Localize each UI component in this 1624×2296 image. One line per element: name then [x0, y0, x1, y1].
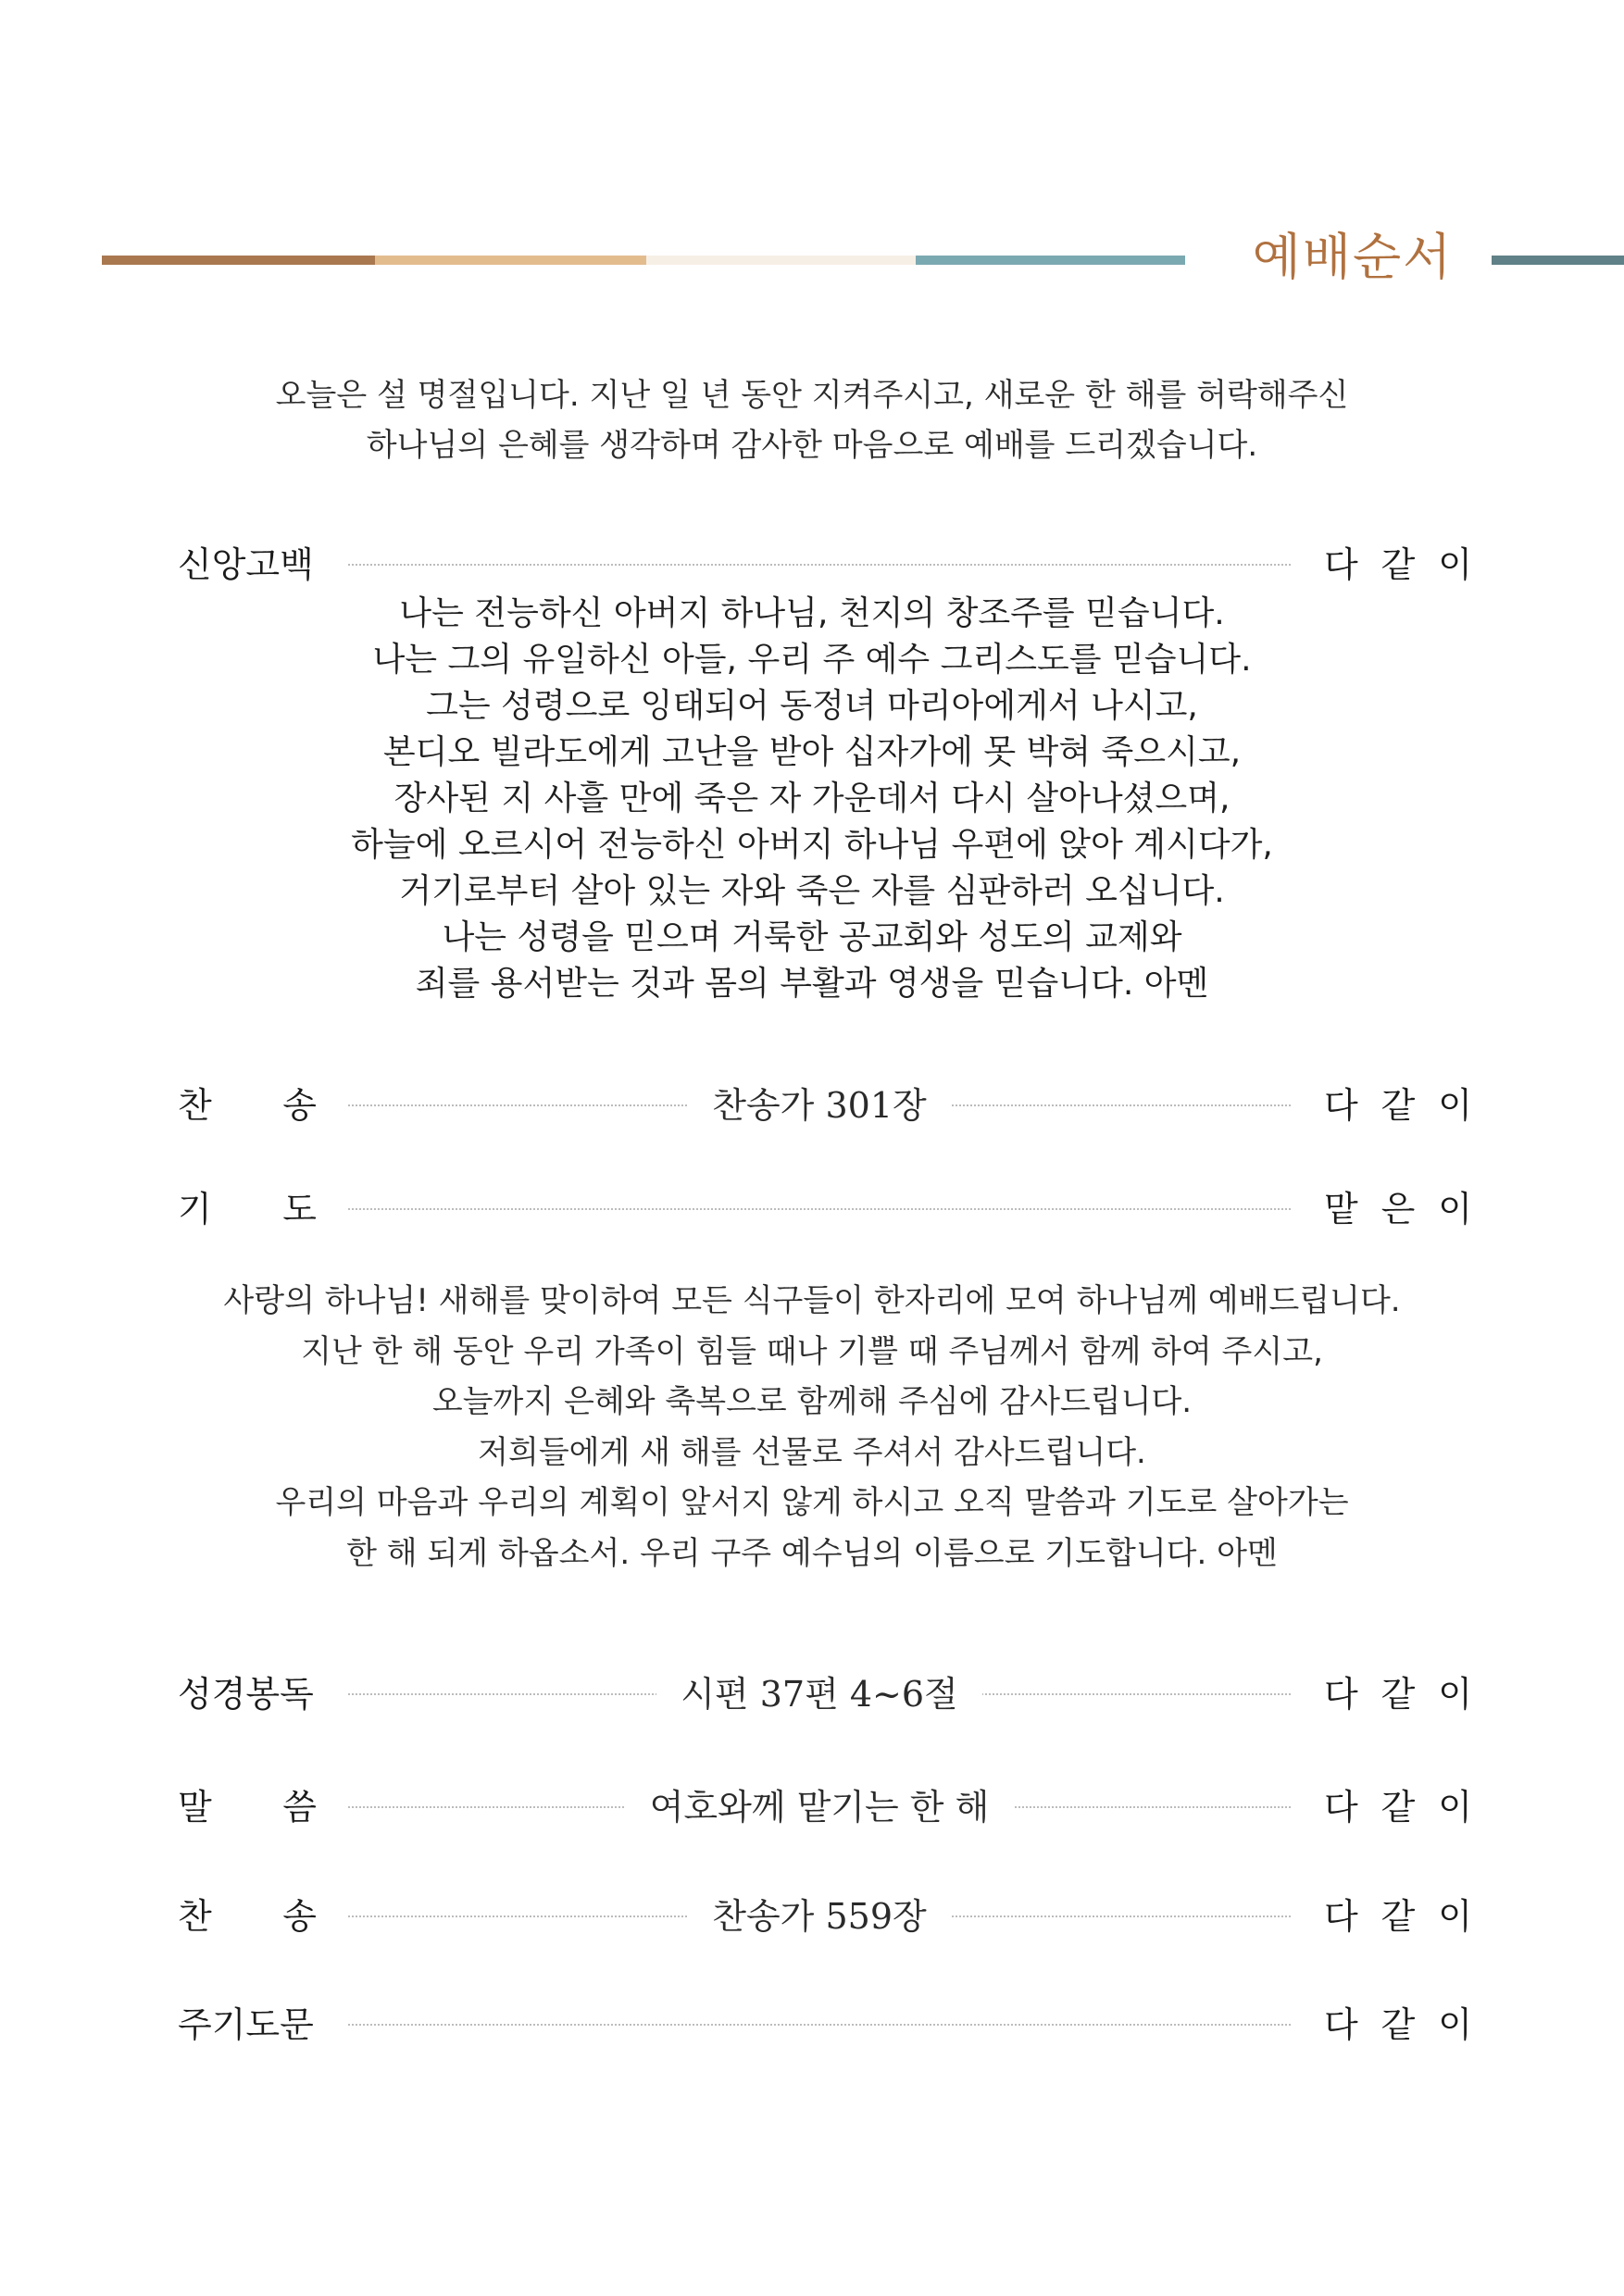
order-detail: 시편 37편 4~6절	[348, 1666, 1291, 1722]
creed-text	[0, 591, 1624, 1007]
dotted-leader	[348, 1693, 1291, 1695]
order-label: 성경봉독	[178, 1674, 314, 1715]
order-row-sermon	[0, 1779, 1624, 1835]
prayer-text	[0, 1276, 1624, 1578]
intro-line: 오늘은 설 명절입니다. 지난 일 년 동안 지켜주시고, 새로운 한 해를 허락해주신	[275, 377, 1349, 414]
order-leader: 다 같 이	[1324, 2004, 1472, 2045]
dotted-leader	[348, 1104, 1291, 1106]
order-label: 신앙고백	[178, 544, 314, 585]
header-bar-4	[916, 256, 1185, 265]
order-label: 말 씀	[178, 1787, 317, 1828]
order-label: 기 도	[178, 1189, 317, 1229]
creed-line: 나는 성령을 믿으며 거룩한 공교회와 성도의 교제와	[442, 918, 1182, 956]
order-leader: 맡 은 이	[1324, 1189, 1472, 1229]
dotted-leader	[348, 1208, 1291, 1210]
prayer-line: 지난 한 해 동안 우리 가족이 힘들 때나 기쁠 때 주님께서 함께 하여 주시고,	[301, 1332, 1323, 1370]
order-detail: 찬송가 301장	[348, 1078, 1291, 1133]
creed-line: 장사된 지 사흘 만에 죽은 자 가운데서 다시 살아나셨으며,	[394, 780, 1230, 817]
dotted-leader	[348, 1915, 1291, 1917]
header-bar-2	[375, 256, 646, 265]
intro-paragraph	[0, 370, 1624, 470]
creed-line: 나는 전능하신 아버지 하나님, 천지의 창조주를 믿습니다.	[399, 594, 1225, 632]
creed-line: 죄를 용서받는 것과 몸의 부활과 영생을 믿습니다. 아멘	[415, 965, 1209, 1003]
order-label: 찬 송	[178, 1085, 317, 1126]
order-row-reading	[0, 1666, 1624, 1722]
intro-line: 하나님의 은혜를 생각하며 감사한 마음으로 예배를 드리겠습니다.	[366, 427, 1258, 464]
order-leader: 다 같 이	[1324, 1674, 1472, 1715]
creed-line: 본디오 빌라도에게 고난을 받아 십자가에 못 박혀 죽으시고,	[382, 733, 1242, 771]
creed-line: 그는 성령으로 잉태되어 동정녀 마리아에게서 나시고,	[426, 687, 1198, 725]
dotted-leader	[348, 1806, 1291, 1808]
order-row-creed	[0, 537, 1624, 593]
page-title: 예배순서	[1252, 228, 1454, 286]
header-bar-5	[1492, 256, 1624, 265]
order-label: 찬 송	[178, 1896, 317, 1937]
order-row-lords-prayer	[0, 1997, 1624, 2053]
order-label: 주기도문	[178, 2004, 314, 2045]
order-detail: 찬송가 559장	[348, 1889, 1291, 1944]
dotted-leader	[348, 564, 1291, 566]
order-row-prayer	[0, 1181, 1624, 1237]
creed-line: 나는 그의 유일하신 아들, 우리 주 예수 그리스도를 믿습니다.	[372, 641, 1252, 679]
prayer-line: 우리의 마음과 우리의 계획이 앞서지 않게 하시고 오직 말씀과 기도로 살아가는	[275, 1484, 1349, 1521]
order-leader: 다 같 이	[1324, 1896, 1472, 1937]
order-leader: 다 같 이	[1324, 1085, 1472, 1126]
prayer-line: 한 해 되게 하옵소서. 우리 구주 예수님의 이름으로 기도합니다. 아멘	[346, 1534, 1278, 1572]
order-leader: 다 같 이	[1324, 1787, 1472, 1828]
order-leader: 다 같 이	[1324, 544, 1472, 585]
order-detail: 여호와께 맡기는 한 해	[348, 1779, 1291, 1835]
header-bar-1	[102, 256, 375, 265]
header-bar-3	[646, 256, 916, 265]
prayer-line: 오늘까지 은혜와 축복으로 함께해 주심에 감사드립니다.	[431, 1383, 1193, 1420]
order-row-hymn-2	[0, 1889, 1624, 1944]
dotted-leader	[348, 2024, 1291, 2026]
creed-line: 하늘에 오르시어 전능하신 아버지 하나님 우편에 앉아 계시다가,	[351, 826, 1273, 864]
order-row-hymn-1	[0, 1078, 1624, 1133]
prayer-line: 저희들에게 새 해를 선물로 주셔서 감사드립니다.	[478, 1433, 1146, 1471]
creed-line: 거기로부터 살아 있는 자와 죽은 자를 심판하러 오십니다.	[399, 872, 1225, 910]
prayer-line: 사랑의 하나님! 새해를 맞이하여 모든 식구들이 한자리에 모여 하나님께 예배드립니다.	[223, 1282, 1401, 1319]
